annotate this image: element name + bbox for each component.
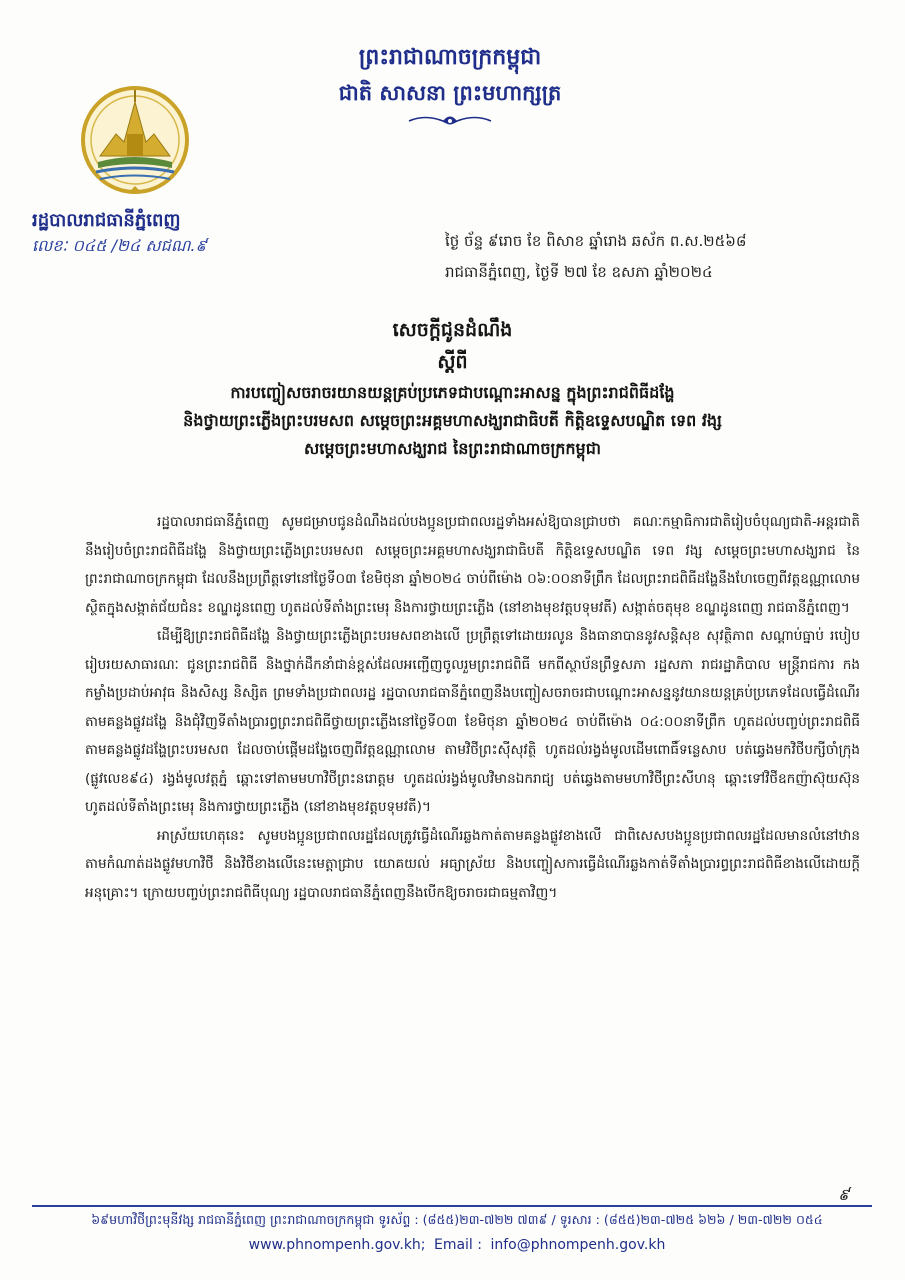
reference-number: លេខៈ ០៤៥ /២៤ សជណ.៩ (32, 236, 207, 255)
notice-subject-label: ស្តីពី (437, 351, 468, 373)
notice-subject-line-3: សម្តេចព្រះមហាសង្ឃរាជ នៃព្រះរាជាណាចក្រកម្ពុជា (304, 439, 601, 458)
national-motto: ជាតិ សាសនា ព្រះមហាក្សត្រ (338, 81, 562, 105)
body-paragraph-2: ដើម្បីឱ្យព្រះរាជពិធីដង្ហែ និងថ្វាយព្រះភ្លើងព្រះបរមសពខាងលើ ប្រព្រឹត្តទៅដោយរលូន និងធានាបាននូវសន្តិសុខ សុវត្ថិភាព សណ្តាប់ធ្នាប់ របៀបរៀបរយសាធារណៈ ជូនព្រះរាជពិធី និងថ្នាក់ដឹកនាំជាន់ខ្ពស់ដែលអញ្ជើញចូលរួមព្រះរាជពិធី មកពីស្ថាប័នព្រឹទ្ធសភា រដ្ឋសភា រាជរដ្ឋាភិបាល មន្ត្រីរាជការ កងកម្លាំងប្រដាប់អាវុធ និងសិស្ស និស្សិត ព្រមទាំងប្រជាពលរដ្ឋ រដ្ឋបាលរាជធានីភ្នំពេញនឹងបញ្ចៀសចរាចរជាបណ្តោះអាសន្ននូវយានយន្តគ្រប់ប្រភេទដែលធ្វើដំណើរតាមគន្លងផ្លូវដង្ហែ និងជុំវិញទីតាំងប្រារព្ធព្រះរាជពិធីថ្វាយព្រះភ្លើងនៅថ្ងៃទី០៣ ខែមិថុនា ឆ្នាំ២០២៤ ចាប់ពីម៉ោង ០៤:០០នាទីព្រឹក ហូតដល់បញ្ចប់ព្រះរាជពិធីតាមគន្លងផ្លូវដង្ហែព្រះបរមសព ដែលចាប់ផ្តើមដង្ហែចេញពីវត្តឧណ្ណាលោម តាមវិថីព្រះស៊ីសុវត្ថិ ហូតដល់រង្វង់មូលដើមពោធិ៍ទន្លេសាប បត់ឆ្វេងមកវិថីបក្សីចាំក្រុង (ផ្លូវលេខ៩៤) រង្វង់មូលវត្តភ្នំ ឆ្ពោះទៅតាមមហាវិថីព្រះនរោត្តម ហូតដល់រង្វង់មូលវិមានឯករាជ្យ បត់ឆ្វេងតាមមហាវិថីព្រះសីហនុ ឆ្ពោះទៅវិថីឧកញ៉ាស៊ុយស៊ុន ហូតដល់ទីតាំងព្រះមេរុ និងការថ្វាយព្រះភ្លើង (នៅខាងមុខវត្តបទុមវតី)។ (85, 628, 860, 815)
issuer-name: រដ្ឋបាលរាជធានីភ្នំពេញ (32, 210, 181, 231)
footer-website-link[interactable]: www.phnompenh.gov.kh; (248, 1237, 426, 1253)
footer-divider (32, 1205, 872, 1207)
notice-title: សេចក្តីជូនដំណឹង (392, 319, 513, 341)
city-emblem-seal (80, 82, 190, 200)
body-paragraph-1: រដ្ឋបាលរាជធានីភ្នំពេញ សូមជម្រាបជូនដំណឹងដល់បងប្អូនប្រជាពលរដ្ឋទាំងអស់ឱ្យបានជ្រាបថា គណៈកម្មាធិការជាតិរៀបចំបុណ្យជាតិ-អន្តរជាតិ នឹងរៀបចំព្រះរាជពិធីដង្ហែ និងថ្វាយព្រះភ្លើងព្រះបរមសព សម្តេចព្រះអគ្គមហាសង្ឃរាជាធិបតី កិត្តិឧទ្ទេសបណ្ឌិត ទេព វង្ស សម្តេចព្រះមហាសង្ឃរាជ នៃព្រះរាជាណាចក្រកម្ពុជា ដែលនឹងប្រព្រឹត្តទៅនៅថ្ងៃទី០៣ ខែមិថុនា ឆ្នាំ២០២៤ ចាប់ពីម៉ោង ០៦:០០នាទីព្រឹក ដែលព្រះរាជពិធីដង្ហែនឹងហែចេញពីវត្តឧណ្ណាលោម ស្ថិតក្នុងសង្កាត់ជ័យជំនះ ខណ្ឌដូនពេញ ហូតដល់ទីតាំងព្រះមេរុ និងការថ្វាយព្រះភ្លើង (នៅខាងមុខវត្តបទុមវតី) សង្កាត់ចតុមុខ ខណ្ឌដូនពេញ រាជធានីភ្នំពេញ។ (85, 514, 860, 616)
notice-body (85, 508, 860, 907)
body-paragraph-3: អាស្រ័យហេតុនេះ សូមបងប្អូនប្រជាពលរដ្ឋដែលត្រូវធ្វើដំណើរឆ្លងកាត់តាមគន្លងផ្លូវខាងលើ ជាពិសេសបងប្អូនប្រជាពលរដ្ឋដែលមានលំនៅឋានតាមកំណាត់ដងផ្លូវមហាវិថី និងវិថីខាងលើនេះមេត្តាជ្រាប យោគយល់ អធ្យាស្រ័យ និងបញ្ចៀសការធ្វើដំណើរឆ្លងកាត់ទីតាំងប្រារព្ធព្រះរាជពិធីខាងលើដោយក្តីអនុគ្រោះ។ ក្រោយបញ្ចប់ព្រះរាជពិធីបុណ្យ រដ្ឋបាលរាជធានីភ្នំពេញនឹងបើកឱ្យចរាចរជាធម្មតាវិញ។ (85, 827, 860, 901)
footer-contact (32, 1237, 882, 1253)
notice-subject-line-1: ការបញ្ចៀសចរាចរយានយន្តគ្រប់ប្រភេទជាបណ្តោះអាសន្ន ក្នុងព្រះរាជពិធីដង្ហែ (230, 383, 675, 402)
kingdom-heading: ព្រះរាជាណាចក្រកម្ពុជា (358, 45, 542, 70)
gregorian-date: រាជធានីភ្នំពេញ, ថ្ងៃទី ២៧ ខែ ឧសភា ឆ្នាំ២០២៤ (445, 263, 713, 281)
page-number: ៩ (838, 1185, 850, 1204)
footer-email-link[interactable]: info@phnompenh.gov.kh (490, 1237, 666, 1253)
ornament-divider (405, 112, 495, 130)
footer-address: ៦៩មហាវិថីព្រះមុនីវង្ស រាជធានីភ្នំពេញ ព្រះរាជាណាចក្រកម្ពុជា ទូរស័ព្ទ : (៨៥៥)២៣-៧២២ ៧៣៩ / ទូរសារ : (៨៥៥)២៣-៧២៥ ៦២៦ / ២៣-៧២២ ០៥៤ (91, 1212, 823, 1227)
footer-email-label: Email : (433, 1237, 482, 1253)
notice-subject-line-2: និងថ្វាយព្រះភ្លើងព្រះបរមសព សម្តេចព្រះអគ្គមហាសង្ឃរាជាធិបតី កិត្តិឧទ្ទេសបណ្ឌិត ទេព វង្ស (183, 411, 722, 430)
lunar-date: ថ្ងៃ ច័ន្ទ ៩រោច ខែ ពិសាខ ឆ្នាំរោង ឆស័ក ព.ស.២៥៦៨ (445, 232, 747, 250)
